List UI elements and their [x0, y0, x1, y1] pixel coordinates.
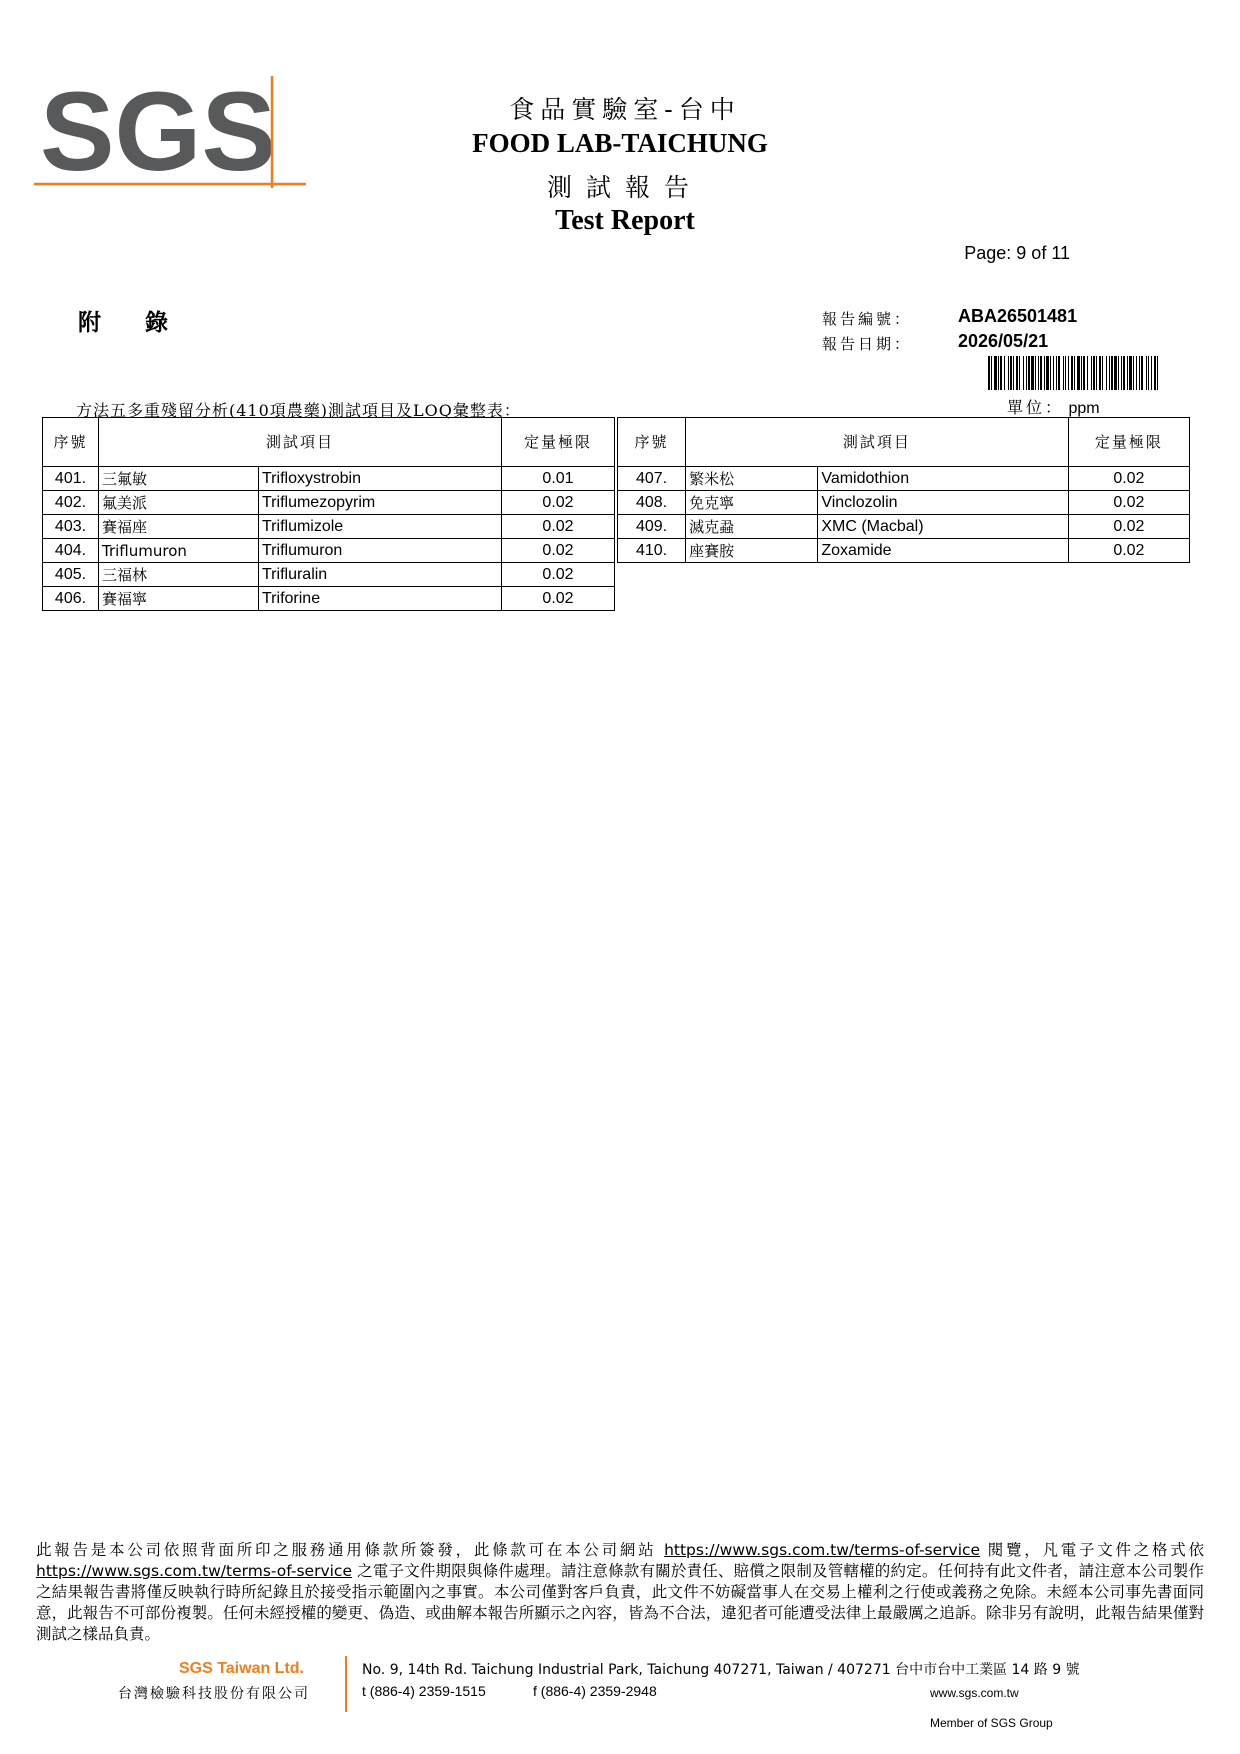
cell-name-cn: 三福林: [99, 563, 259, 587]
results-table-left: [42, 417, 615, 611]
results-table-right: [617, 417, 1190, 563]
cell-no: 404.: [43, 539, 99, 563]
header-loq: 定量極限: [1068, 418, 1189, 467]
table-row: [43, 563, 615, 587]
cell-loq: 0.01: [502, 467, 615, 491]
disclaimer-text-3: 之電子文件期限與條件處理。請注意條款有關於責任、賠償之限制及管轄權的約定。任何持有此文件者，請注意本公司製作之結果報告書將僅反映執行時所紀錄且於接受指示範圍內之事實。本公司僅對客戶負責，此文件不妨礙當事人在交易上權利之行使或義務之免除。未經本公司事先書面同意，此報告不可部份複製。任何未經授權的變更、偽造、或曲解本報告所顯示之內容，皆為不合法，違犯者可能遭受法律上最嚴厲之追訴。除非另有說明，此報告結果僅對測試之樣品負責。: [36, 1562, 1204, 1643]
cell-name-en: Triflumuron: [259, 539, 502, 563]
table-row: [43, 539, 615, 563]
table-header-row: [43, 418, 615, 467]
cell-no: 403.: [43, 515, 99, 539]
method-title: 方法五多重殘留分析(410項農藥)測試項目及LOQ彙整表：: [76, 401, 521, 420]
cell-name-cn: 座賽胺: [686, 539, 818, 563]
cell-name-cn: 免克寧: [686, 491, 818, 515]
cell-loq: 0.02: [502, 515, 615, 539]
table-row: [618, 491, 1190, 515]
page-number: Page: 9 of 11: [964, 243, 1070, 263]
cell-loq: 0.02: [1068, 491, 1189, 515]
table-row: [43, 515, 615, 539]
cell-no: 405.: [43, 563, 99, 587]
company-fax: f (886-4) 2359-2948: [533, 1683, 657, 1699]
cell-name-en: Triflumezopyrim: [259, 491, 502, 515]
unit-line: [1007, 395, 1100, 418]
appendix-heading: 附 錄: [78, 309, 187, 336]
cell-name-en: Zoxamide: [818, 539, 1068, 563]
company-phone: t (886-4) 2359-1515: [362, 1683, 486, 1699]
cell-name-cn: 賽福寧: [99, 587, 259, 611]
disclaimer-text-1: 此報告是本公司依照背面所印之服務通用條款所簽發，此條款可在本公司網站: [36, 1541, 657, 1559]
company-address: No. 9, 14th Rd. Taichung Industrial Park, Taichung 407271, Taiwan / 407271 台中市台中工業區 14 路 9 號: [362, 1662, 1080, 1678]
table-row: [43, 467, 615, 491]
report-date: 2026/05/21: [958, 331, 1049, 351]
cell-loq: 0.02: [1068, 515, 1189, 539]
cell-no: 409.: [618, 515, 686, 539]
cell-name-en: Vinclozolin: [818, 491, 1068, 515]
cell-no: 407.: [618, 467, 686, 491]
cell-name-cn: 三氟敏: [99, 467, 259, 491]
cell-name-en: Vamidothion: [818, 467, 1068, 491]
header-item: 測試項目: [686, 418, 1069, 467]
lab-name-cn: 食品實驗室-台中: [509, 95, 741, 124]
cell-loq: 0.02: [502, 563, 615, 587]
cell-loq: 0.02: [1068, 539, 1189, 563]
cell-name-cn: 氟美派: [99, 491, 259, 515]
cell-name-cn: 賽福座: [99, 515, 259, 539]
cell-name-en: Triflumizole: [259, 515, 502, 539]
company-name-en: SGS Taiwan Ltd.: [178, 1660, 304, 1677]
disclaimer: [36, 1540, 1204, 1645]
cell-loq: 0.02: [1068, 467, 1189, 491]
cell-no: 401.: [43, 467, 99, 491]
cell-name-cn: 繁米松: [686, 467, 818, 491]
disclaimer-text-2: 閱覽，凡電子文件之格式依: [987, 1541, 1204, 1559]
sgs-logo: [34, 76, 306, 188]
cell-name-en: Triforine: [259, 587, 502, 611]
table-row: [43, 491, 615, 515]
cell-name-cn: Triflumuron: [99, 539, 259, 563]
unit-value: ppm: [1068, 400, 1100, 417]
report-no: ABA26501481: [958, 306, 1078, 326]
cell-no: 410.: [618, 539, 686, 563]
cell-loq: 0.02: [502, 491, 615, 515]
terms-link-2[interactable]: https://www.sgs.com.tw/terms-of-service: [36, 1562, 352, 1580]
cell-loq: 0.02: [502, 587, 615, 611]
logo-text: SGS: [40, 76, 276, 188]
cell-loq: 0.02: [502, 539, 615, 563]
lab-name-en: FOOD LAB-TAICHUNG: [472, 128, 768, 158]
table-row: [618, 467, 1190, 491]
table-row: [43, 587, 615, 611]
table-header-row: [618, 418, 1190, 467]
footer-divider: [345, 1656, 347, 1712]
member-text: Member of SGS Group: [930, 1716, 1053, 1730]
table-row: [618, 515, 1190, 539]
cell-name-cn: 滅克蝨: [686, 515, 818, 539]
unit-label: 單位：: [1007, 398, 1065, 417]
terms-link-1[interactable]: https://www.sgs.com.tw/terms-of-service: [664, 1541, 981, 1559]
cell-name-en: Trifluralin: [259, 563, 502, 587]
cell-name-en: Trifloxystrobin: [259, 467, 502, 491]
cell-no: 406.: [43, 587, 99, 611]
report-no-label: 報告編號：: [822, 310, 913, 328]
report-date-label: 報告日期：: [822, 335, 913, 353]
report-title-en: Test Report: [555, 205, 695, 236]
header-no: 序號: [43, 418, 99, 467]
cell-name-en: XMC (Macbal): [818, 515, 1068, 539]
barcode: [988, 356, 1160, 390]
header-item: 測試項目: [99, 418, 502, 467]
cell-no: 402.: [43, 491, 99, 515]
table-row: [618, 539, 1190, 563]
company-website[interactable]: www.sgs.com.tw: [930, 1686, 1019, 1700]
company-name-cn: 台灣檢驗科技股份有限公司: [118, 1686, 310, 1702]
header-loq: 定量極限: [502, 418, 615, 467]
report-title-cn: 測試報告: [546, 173, 703, 202]
cell-no: 408.: [618, 491, 686, 515]
header-no: 序號: [618, 418, 686, 467]
